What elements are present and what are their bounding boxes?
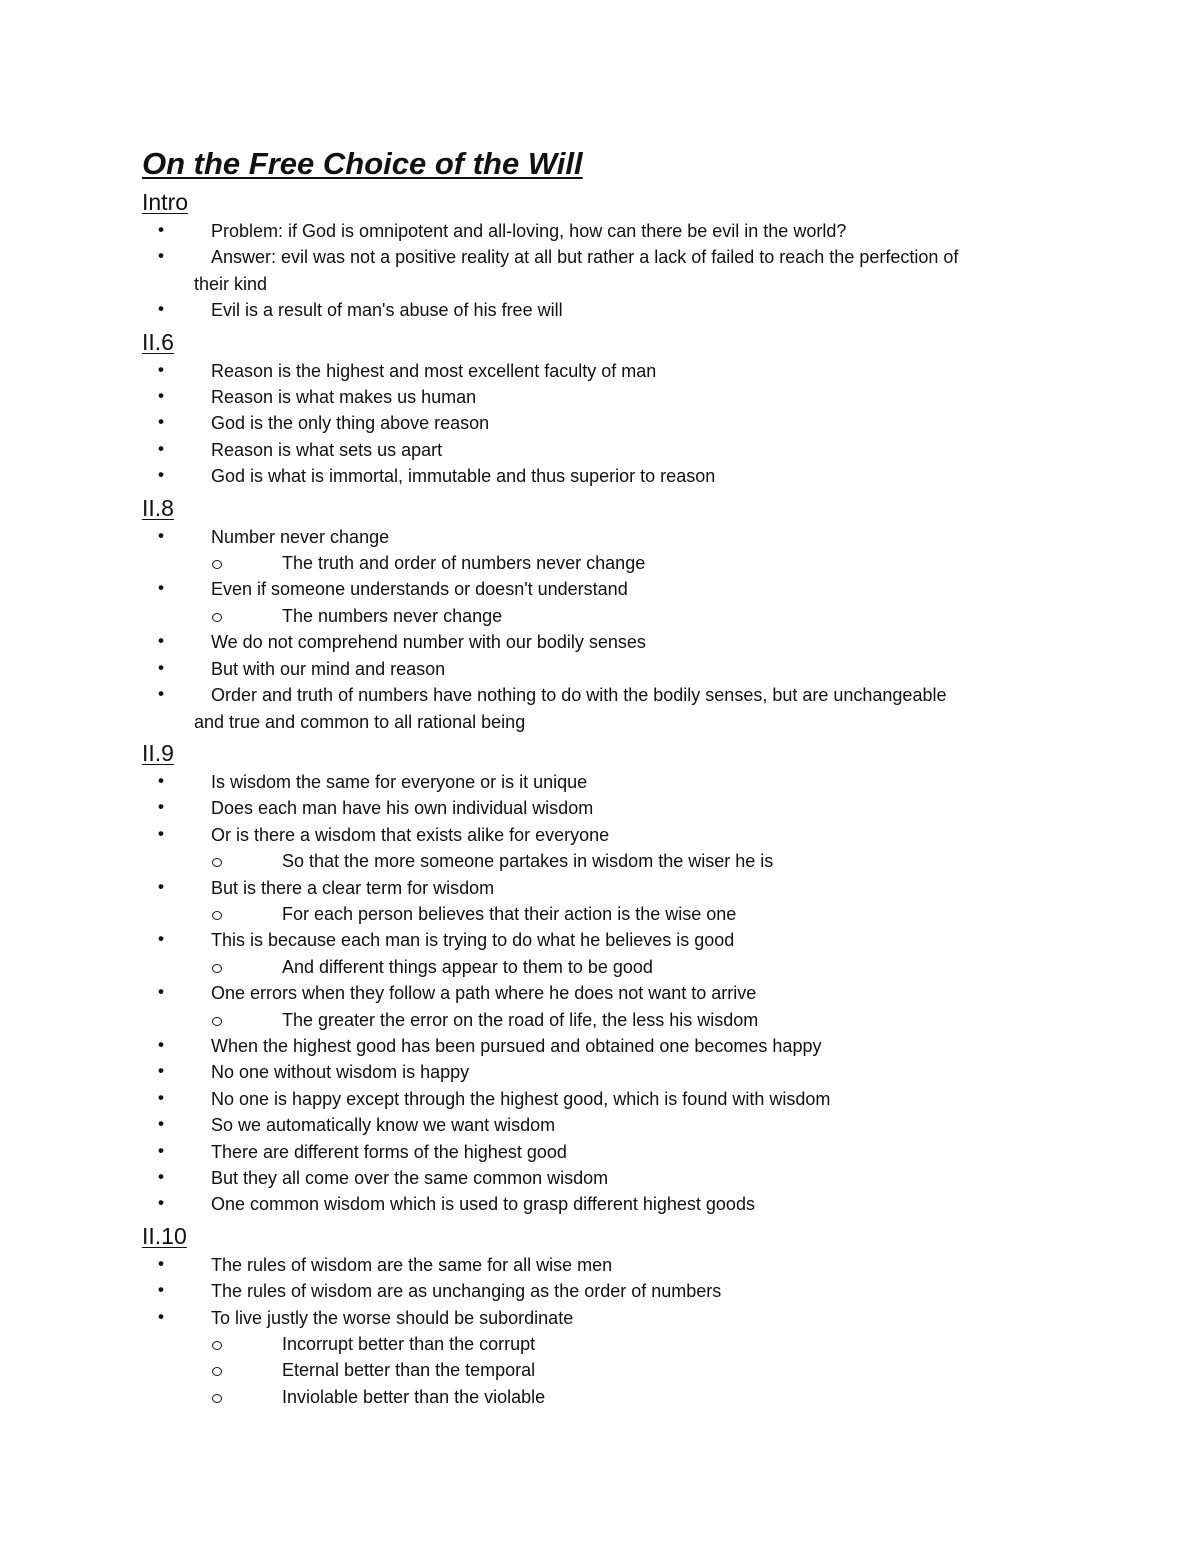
bullet-icon: • (158, 1280, 164, 1300)
bullet-icon: • (158, 684, 164, 704)
list-item-continuation: and true and common to all rational being (194, 711, 526, 732)
document-title: On the Free Choice of the Will (142, 146, 583, 181)
bullet-icon: • (158, 1034, 164, 1054)
circle-bullet-icon (212, 1394, 222, 1403)
bullet-icon: • (158, 578, 164, 598)
list-item (0, 244, 1051, 297)
list-item-text: No one without wisdom is happy (211, 1062, 470, 1083)
bullet-list (0, 218, 1200, 324)
list-item-text: And different things appear to them to be good (282, 956, 653, 977)
list-item-text: Order and truth of numbers have nothing to do with the bodily senses, but are unchangeable (211, 685, 947, 706)
list-item (0, 524, 1200, 550)
list-item-text: This is because each man is trying to do what he believes is good (211, 930, 735, 951)
list-item (0, 1191, 1200, 1217)
bullet-icon: • (158, 657, 164, 677)
list-item (0, 1086, 1200, 1112)
list-item-text: The greater the error on the road of life, the less his wisdom (282, 1009, 759, 1030)
list-item-text: We do not comprehend number with our bodily senses (211, 632, 646, 653)
sub-list-item (0, 1384, 1200, 1410)
circle-bullet-icon (212, 1367, 222, 1376)
sub-list-item (0, 1331, 1200, 1357)
list-item-text: Answer: evil was not a positive reality at all but rather a lack of failed to reach the perfection of (211, 247, 959, 268)
sub-list-item (0, 1007, 1200, 1033)
bullet-icon: • (158, 438, 164, 458)
circle-bullet-icon (212, 964, 222, 973)
list-item (0, 1112, 1200, 1138)
section-heading: II.9 (142, 739, 174, 766)
bullet-icon: • (158, 220, 164, 239)
list-item-text: For each person believes that their action is the wise one (282, 903, 737, 924)
sub-list-item (0, 1357, 1200, 1383)
list-item-text: Reason is what sets us apart (211, 439, 443, 460)
list-item (0, 1252, 1200, 1278)
list-item-text: The numbers never change (282, 605, 503, 626)
bullet-icon: • (158, 982, 164, 1002)
list-item (0, 1305, 1200, 1331)
bullet-icon: • (158, 823, 164, 843)
circle-bullet-icon (212, 911, 222, 920)
section-heading: II.8 (142, 494, 174, 521)
bullet-icon: • (158, 1253, 164, 1273)
list-item (0, 297, 1200, 323)
list-item-text: So we automatically know we want wisdom (211, 1115, 556, 1136)
list-item-text: One common wisdom which is used to grasp different highest goods (211, 1194, 755, 1215)
bullet-icon: • (158, 1306, 164, 1326)
bullet-icon: • (158, 1193, 164, 1213)
sub-list-item (0, 603, 1200, 629)
list-item (0, 218, 1200, 244)
list-item-text: Reason is the highest and most excellent faculty of man (211, 360, 657, 381)
circle-bullet-icon (212, 613, 222, 622)
list-item (0, 1139, 1200, 1165)
bullet-icon: • (158, 876, 164, 896)
section-heading: Intro (142, 189, 189, 215)
list-item (0, 656, 1200, 682)
list-item-continuation: their kind (194, 273, 268, 294)
list-item (0, 682, 1051, 735)
bullet-icon: • (158, 386, 164, 406)
list-item-text: Eternal better than the temporal (282, 1360, 536, 1381)
list-item-text: Number never change (211, 526, 390, 547)
list-item-text: But with our mind and reason (211, 658, 446, 679)
list-item-text: So that the more someone partakes in wisdom the wiser he is (282, 851, 774, 872)
circle-bullet-icon (212, 858, 222, 867)
list-item-text: The rules of wisdom are the same for all wise men (211, 1254, 613, 1275)
sub-list-item (0, 848, 1200, 874)
list-item (0, 795, 1200, 821)
bullet-icon: • (158, 412, 164, 432)
list-item (0, 769, 1200, 795)
bullet-icon: • (158, 1140, 164, 1160)
list-item (0, 875, 1200, 901)
list-item-text: One errors when they follow a path where he does not want to arrive (211, 983, 757, 1004)
list-item-text: Inviolable better than the violable (282, 1386, 546, 1407)
list-item-text: The rules of wisdom are as unchanging as the order of numbers (211, 1281, 722, 1302)
bullet-icon: • (158, 525, 164, 545)
bullet-icon: • (158, 929, 164, 949)
sub-list-item (0, 550, 1200, 576)
circle-bullet-icon (212, 560, 222, 569)
list-item-text: No one is happy except through the highest good, which is found with wisdom (211, 1088, 831, 1109)
list-item (0, 410, 1200, 436)
list-item (0, 437, 1200, 463)
list-item-text: Does each man have his own individual wisdom (211, 798, 594, 819)
list-item (0, 358, 1200, 384)
list-item-text: Incorrupt better than the corrupt (282, 1334, 536, 1355)
list-item-text: But is there a clear term for wisdom (211, 877, 495, 898)
bullet-icon: • (158, 631, 164, 651)
document-body (0, 186, 1200, 1412)
sub-list-item (0, 901, 1200, 927)
list-item (0, 822, 1200, 848)
bullet-icon: • (158, 770, 164, 790)
list-item-text: Even if someone understands or doesn't understand (211, 579, 628, 600)
list-item-text: Reason is what makes us human (211, 387, 477, 408)
bullet-icon: • (158, 1061, 164, 1081)
section-gap (0, 1410, 1200, 1412)
list-item-text: Or is there a wisdom that exists alike for everyone (211, 824, 610, 845)
sub-list-item (0, 954, 1200, 980)
bullet-icon: • (158, 797, 164, 817)
bullet-icon: • (158, 1167, 164, 1186)
list-item (0, 1165, 1200, 1191)
list-item (0, 1033, 1200, 1059)
bullet-list (0, 358, 1200, 490)
bullet-icon: • (158, 465, 164, 485)
list-item-text: Is wisdom the same for everyone or is it unique (211, 771, 588, 792)
list-item (0, 927, 1200, 953)
bullet-icon: • (158, 299, 164, 319)
section-heading: II.6 (142, 328, 174, 355)
list-item-text: There are different forms of the highest good (211, 1141, 567, 1162)
bullet-icon: • (158, 246, 164, 266)
bullet-icon: • (158, 359, 164, 379)
list-item (0, 980, 1200, 1006)
circle-bullet-icon (212, 1341, 222, 1350)
list-item-text: God is what is immortal, immutable and thus superior to reason (211, 466, 716, 487)
list-item (0, 384, 1200, 410)
list-item (0, 576, 1200, 602)
list-item (0, 1278, 1200, 1304)
list-item-text: But they all come over the same common wisdom (211, 1168, 609, 1188)
list-item-text: Problem: if God is omnipotent and all-loving, how can there be evil in the world? (211, 221, 847, 241)
list-item (0, 463, 1200, 489)
list-item-text: When the highest good has been pursued and obtained one becomes happy (211, 1035, 822, 1056)
list-item-text: Evil is a result of man's abuse of his free will (211, 300, 563, 321)
list-item (0, 629, 1200, 655)
bullet-list (0, 1252, 1200, 1410)
list-item-text: God is the only thing above reason (211, 413, 490, 434)
bullet-list (0, 524, 1200, 735)
circle-bullet-icon (212, 1017, 222, 1026)
bullet-icon: • (158, 1087, 164, 1107)
bullet-icon: • (158, 1114, 164, 1134)
list-item-text: The truth and order of numbers never change (282, 553, 646, 574)
bullet-list (0, 769, 1200, 1218)
list-item-text: To live justly the worse should be subordinate (211, 1307, 574, 1328)
list-item (0, 1059, 1200, 1085)
section-heading: II.10 (142, 1222, 187, 1249)
